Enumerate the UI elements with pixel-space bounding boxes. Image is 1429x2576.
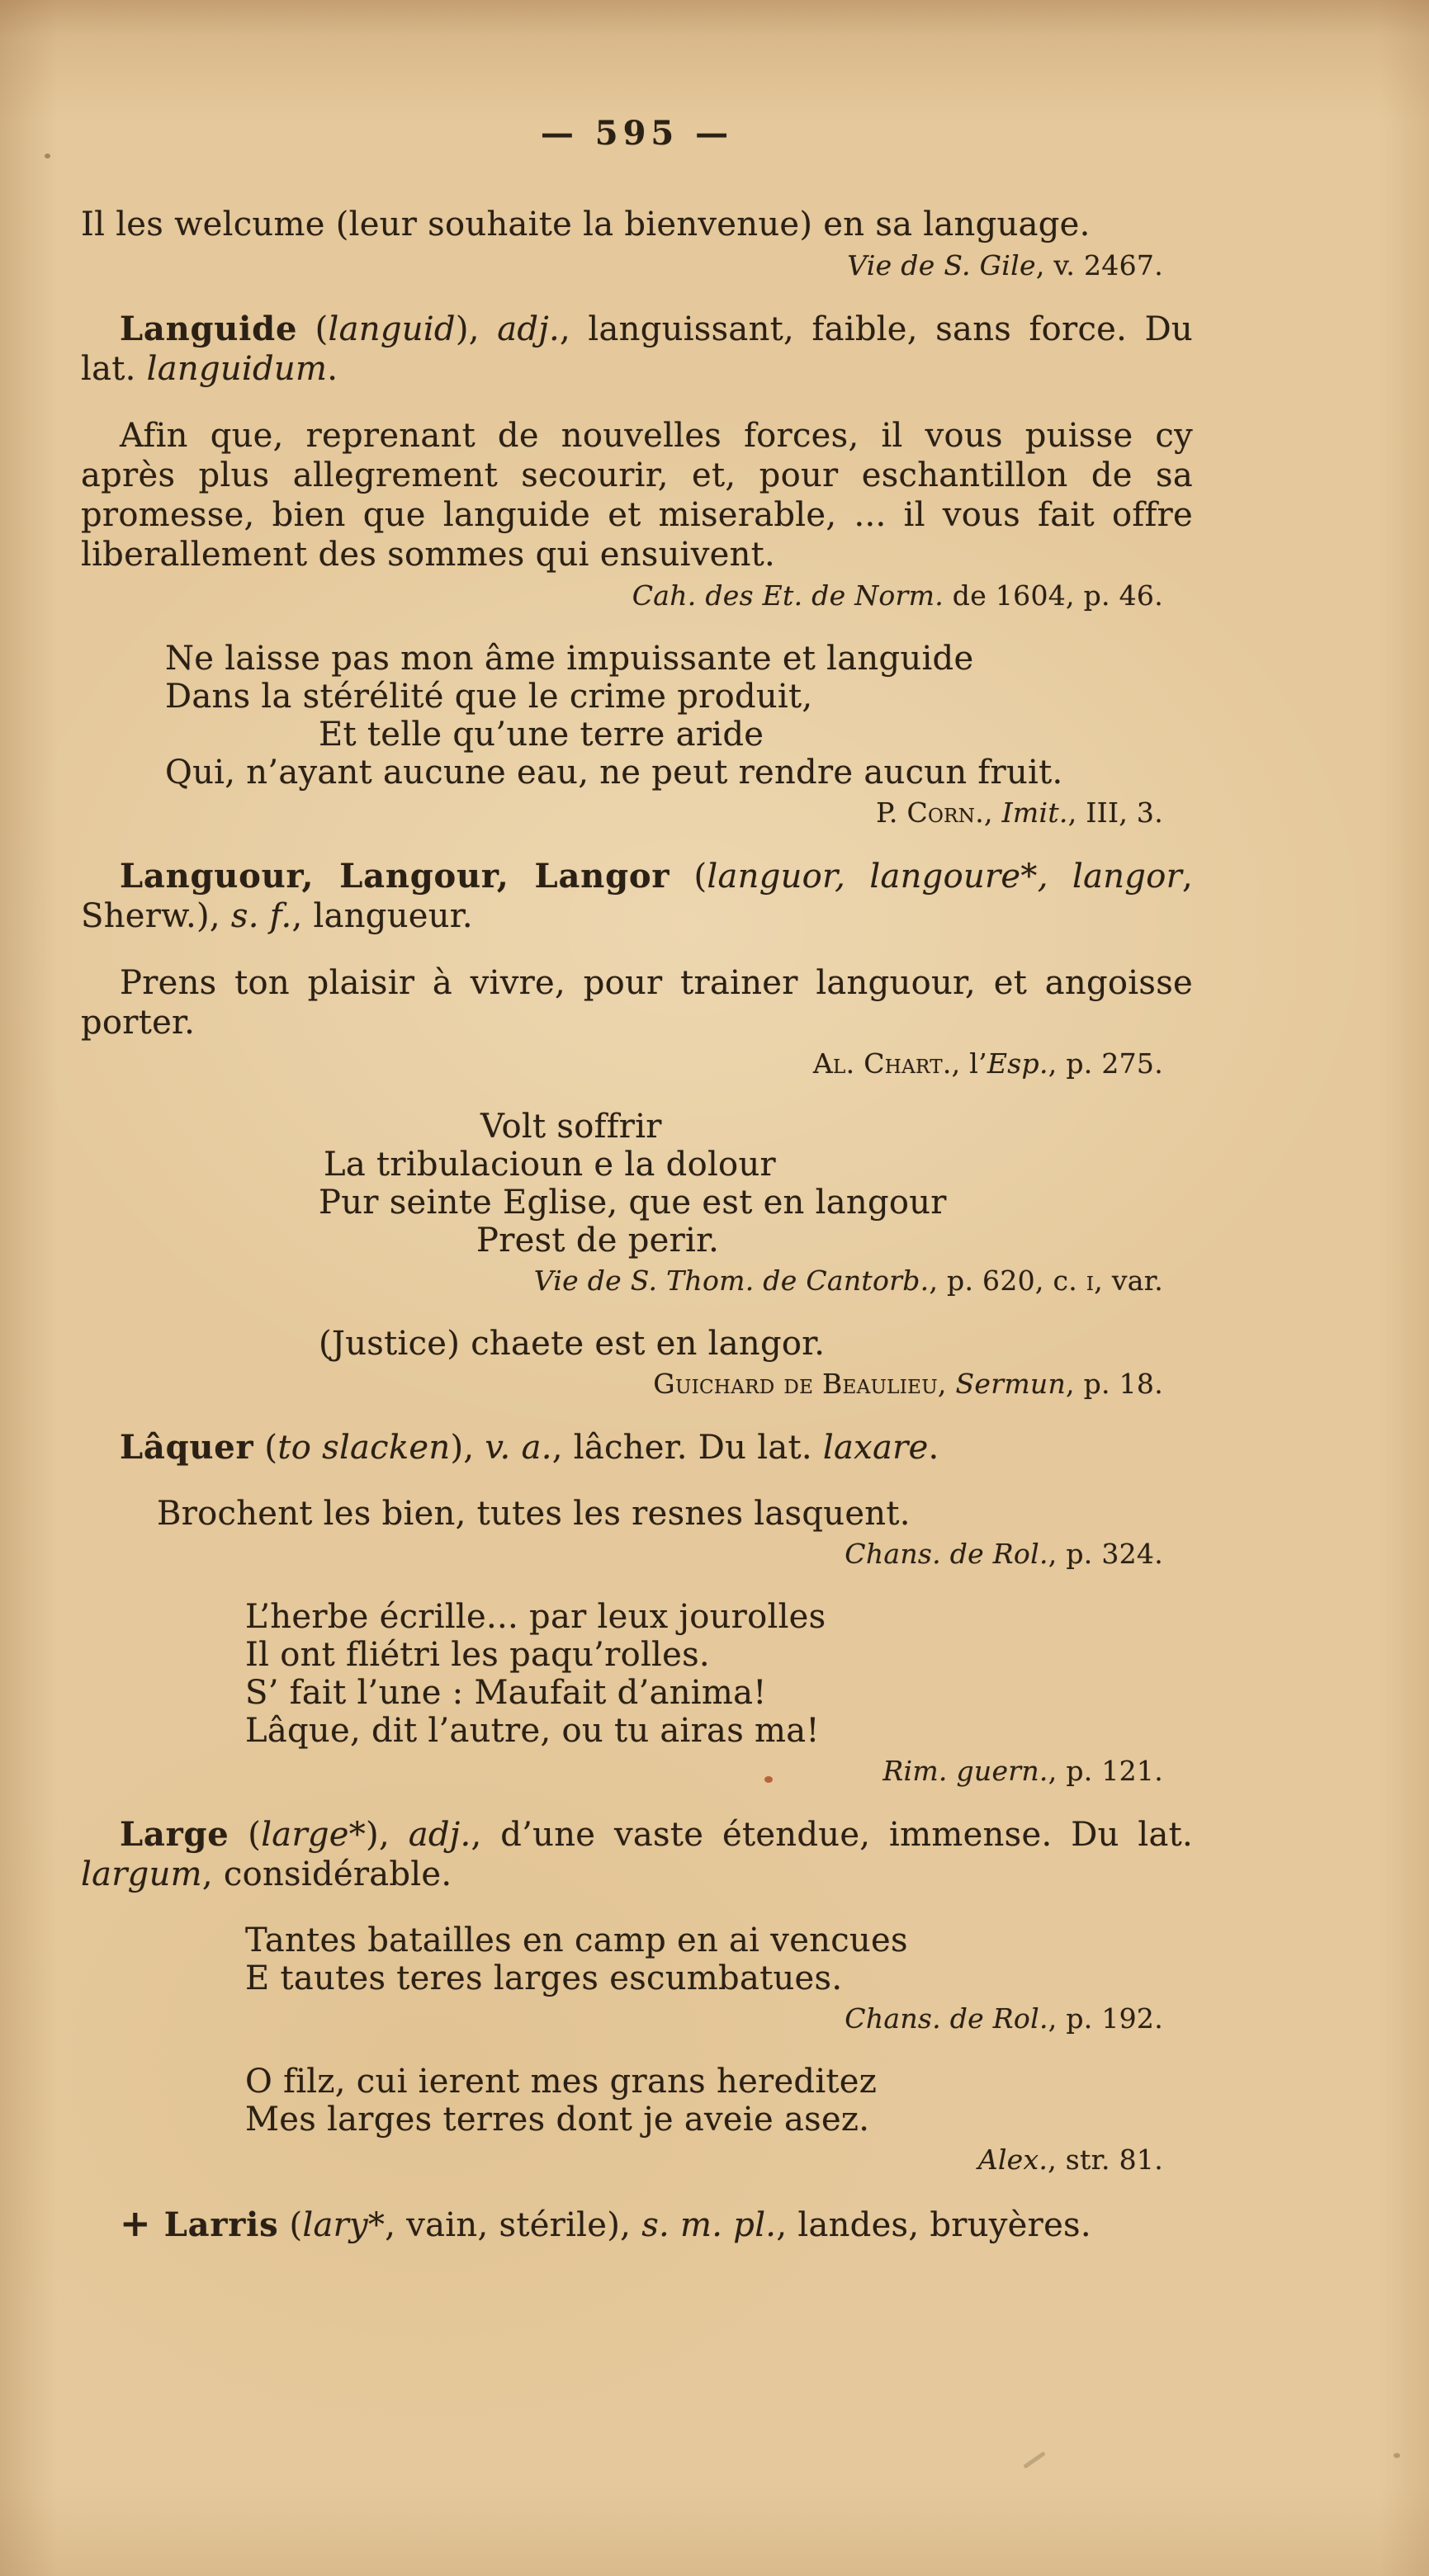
verse-line <box>245 1674 1193 1712</box>
text-segment: , l’ <box>951 1047 987 1080</box>
text-segment: i <box>1086 1264 1095 1297</box>
text-segment: La tribulacioun e la dolour <box>324 1146 776 1184</box>
verse-quotation <box>81 1495 1193 1533</box>
text-segment: large* <box>261 1816 367 1854</box>
text-segment: , v. 2467. <box>1035 249 1163 281</box>
verse-quotation <box>81 1598 1193 1750</box>
text-segment: adj. <box>497 310 560 348</box>
text-segment: , considérable. <box>201 1855 452 1893</box>
text-segment: v. a. <box>485 1429 552 1467</box>
text-segment: Volt soffrir <box>480 1108 662 1146</box>
text-segment: ( <box>297 310 329 348</box>
text-segment: languor, langoure*, langor <box>707 858 1183 896</box>
paper-speck <box>1394 2453 1400 2458</box>
verse-line <box>476 1222 1193 1260</box>
text-segment: Rim. guern. <box>882 1755 1048 1787</box>
text-segment: , p. 18. <box>1066 1368 1163 1400</box>
citation-alex <box>81 2144 1193 2177</box>
text-segment: , var. <box>1094 1264 1163 1297</box>
text-segment: Mes larges terres dont je aveie asez. <box>245 2101 870 2139</box>
pencil-mark <box>1023 2451 1045 2469</box>
text-segment: S’ fait l’une : Maufait d’anima! <box>245 1674 767 1712</box>
verse-quotation <box>81 640 1193 792</box>
text-segment: , <box>984 796 1002 829</box>
text-segment: Vie de S. Gile <box>847 249 1036 281</box>
text-segment: , landes, bruyères. <box>776 2206 1091 2244</box>
text-segment: Chans. de Rol. <box>845 1538 1048 1570</box>
text-segment: , vain, stérile), <box>385 2206 642 2244</box>
text-segment: Alex. <box>977 2144 1048 2176</box>
text-segment: ( <box>278 2206 303 2244</box>
quotation-prose <box>81 963 1193 1042</box>
text-segment: languidum <box>146 350 328 388</box>
text-segment: Al. Chart. <box>812 1047 952 1080</box>
verse-line <box>245 1921 1193 1959</box>
citation-chans-de-rol-192 <box>81 2002 1193 2035</box>
citation-vie-de-s-gile <box>81 249 1193 282</box>
text-segment: Sermun <box>955 1368 1067 1400</box>
verse-line <box>245 1712 1193 1750</box>
verse-line <box>245 2063 1193 2101</box>
text-segment: lary* <box>302 2206 386 2244</box>
text-segment: . <box>928 1429 939 1467</box>
text-segment: Prest de perir. <box>476 1222 720 1260</box>
text-segment: ), <box>366 1816 409 1854</box>
text-segment: , p. 324. <box>1048 1538 1163 1570</box>
verse-quotation <box>81 2063 1193 2139</box>
text-segment: Il ont fliétri les paqu’rolles. <box>245 1636 710 1674</box>
text-segment: Tantes batailles en camp en ai vencues <box>245 1921 908 1959</box>
verse-line <box>480 1108 1193 1146</box>
verse-line <box>319 716 1193 754</box>
text-segment: adj. <box>408 1816 471 1854</box>
verse-line <box>245 1636 1193 1674</box>
verse-line <box>324 1146 1193 1184</box>
text-segment: languid <box>328 310 456 348</box>
text-segment: , languissant, faible, sans force. Du lat. <box>81 310 1193 388</box>
dictionary-text <box>81 205 1193 2245</box>
text-segment: Lâquer <box>120 1428 254 1467</box>
text-segment: ( <box>229 1816 262 1854</box>
verse-quotation <box>81 1921 1193 1997</box>
quotation-continuation <box>81 205 1193 244</box>
text-segment: ( <box>253 1429 278 1467</box>
text-segment: de 1604, p. 46. <box>944 579 1163 612</box>
text-segment: , p. 192. <box>1048 2002 1163 2035</box>
text-segment: , lâcher. Du lat. <box>551 1429 823 1467</box>
verse-line <box>245 2101 1193 2139</box>
text-segment: Et telle qu’une terre aride <box>319 716 764 754</box>
page-header <box>81 114 1193 154</box>
citation-guichard-de-beaulieu <box>81 1368 1193 1401</box>
verse-quotation <box>81 1108 1193 1260</box>
text-segment: . <box>327 350 338 388</box>
citation-al-chart-esp <box>81 1047 1193 1080</box>
text-segment: Lâque, dit l’autre, ou tu airas ma! <box>245 1712 820 1750</box>
entry-languour <box>81 857 1193 936</box>
text-segment: Guichard de Beaulieu <box>653 1368 938 1400</box>
text-segment: s. f. <box>230 897 292 935</box>
verse-line <box>165 754 1193 792</box>
text-segment: P. Corn. <box>876 796 984 829</box>
citation-chans-de-rol-324 <box>81 1538 1193 1571</box>
text-segment: , langueur. <box>291 897 473 935</box>
text-segment: ( <box>670 858 707 896</box>
text-segment: s. m. pl. <box>641 2206 777 2244</box>
page-content <box>81 0 1193 2245</box>
text-segment: Pur seinte Eglise, que est en langour <box>319 1184 947 1222</box>
text-segment: Vie de S. Thom. de Cantorb. <box>533 1264 930 1297</box>
verse-line <box>165 640 1193 678</box>
text-segment: ), <box>455 310 498 348</box>
text-segment: , p. 121. <box>1048 1755 1163 1787</box>
text-segment: Afin que, reprenant de nouvelles forces, il vous puisse cy après plus allegrement secourir, et, pour eschantillon de sa promesse, bien que languide et miserable, ... il vous fait offre liberallement des sommes qui ensuivent. <box>81 417 1193 574</box>
citation-rim-guern <box>81 1755 1193 1788</box>
text-segment: , p. 620, c. <box>929 1264 1086 1297</box>
text-segment: largum <box>81 1855 202 1893</box>
page-number: — 595 — <box>540 114 734 153</box>
citation-vie-de-s-thom <box>81 1264 1193 1297</box>
text-segment: laxare <box>822 1429 929 1467</box>
paper-speck <box>45 154 50 158</box>
text-segment: to slacken <box>277 1429 451 1467</box>
text-segment: Imit. <box>1001 796 1068 829</box>
text-segment: Chans. de Rol. <box>845 2002 1048 2035</box>
verse-line <box>157 1495 1193 1533</box>
verse-line <box>319 1325 1193 1363</box>
entry-languide <box>81 310 1193 389</box>
verse-line <box>165 678 1193 716</box>
verse-line <box>245 1959 1193 1997</box>
quotation-prose <box>81 416 1193 574</box>
text-segment: Il les welcume (leur souhaite la bienvenue) en sa language. <box>81 206 1091 243</box>
text-segment: , d’une vaste étendue, immense. Du lat. <box>471 1816 1194 1854</box>
text-segment: E tautes teres larges escumbatues. <box>245 1959 843 1997</box>
text-segment: Ne laisse pas mon âme impuissante et languide <box>165 640 974 678</box>
entry-laquer <box>81 1428 1193 1468</box>
text-segment: ), <box>450 1429 485 1467</box>
verse-line <box>319 1184 1193 1222</box>
text-segment: , Sherw.), <box>81 858 1194 935</box>
verse-line <box>245 1598 1193 1636</box>
text-segment: + <box>120 2201 164 2245</box>
text-segment: Large <box>120 1815 229 1854</box>
verse-quotation <box>81 1325 1193 1363</box>
entry-large <box>81 1815 1193 1894</box>
text-segment: Qui, n’ayant aucune eau, ne peut rendre aucun fruit. <box>165 754 1063 792</box>
text-segment: Esp. <box>987 1047 1048 1080</box>
text-segment: Brochent les bien, tutes les resnes lasquent. <box>157 1495 911 1533</box>
text-segment: , <box>937 1368 956 1400</box>
text-segment: , str. 81. <box>1048 2144 1163 2176</box>
text-segment: Cah. des Et. de Norm. <box>632 579 944 612</box>
text-segment: (Justice) chaete est en langor. <box>319 1325 826 1363</box>
text-segment: , III, 3. <box>1067 796 1163 829</box>
text-segment: L’herbe écrille... par leux jourolles <box>245 1598 826 1636</box>
text-segment: Larris <box>163 2205 279 2244</box>
text-segment: Languour, Langour, Langor <box>120 857 670 896</box>
text-segment: Languide <box>120 310 298 348</box>
citation-cah-des-et-de-norm <box>81 579 1193 612</box>
text-segment: Dans la stérélité que le crime produit, <box>165 678 813 716</box>
text-segment: O filz, cui ierent mes grans hereditez <box>245 2063 878 2101</box>
text-segment: Prens ton plaisir à vivre, pour trainer languour, et angoisse porter. <box>81 964 1193 1042</box>
text-segment: , p. 275. <box>1048 1047 1163 1080</box>
entry-larris <box>81 2201 1193 2245</box>
citation-p-corn-imit <box>81 796 1193 830</box>
